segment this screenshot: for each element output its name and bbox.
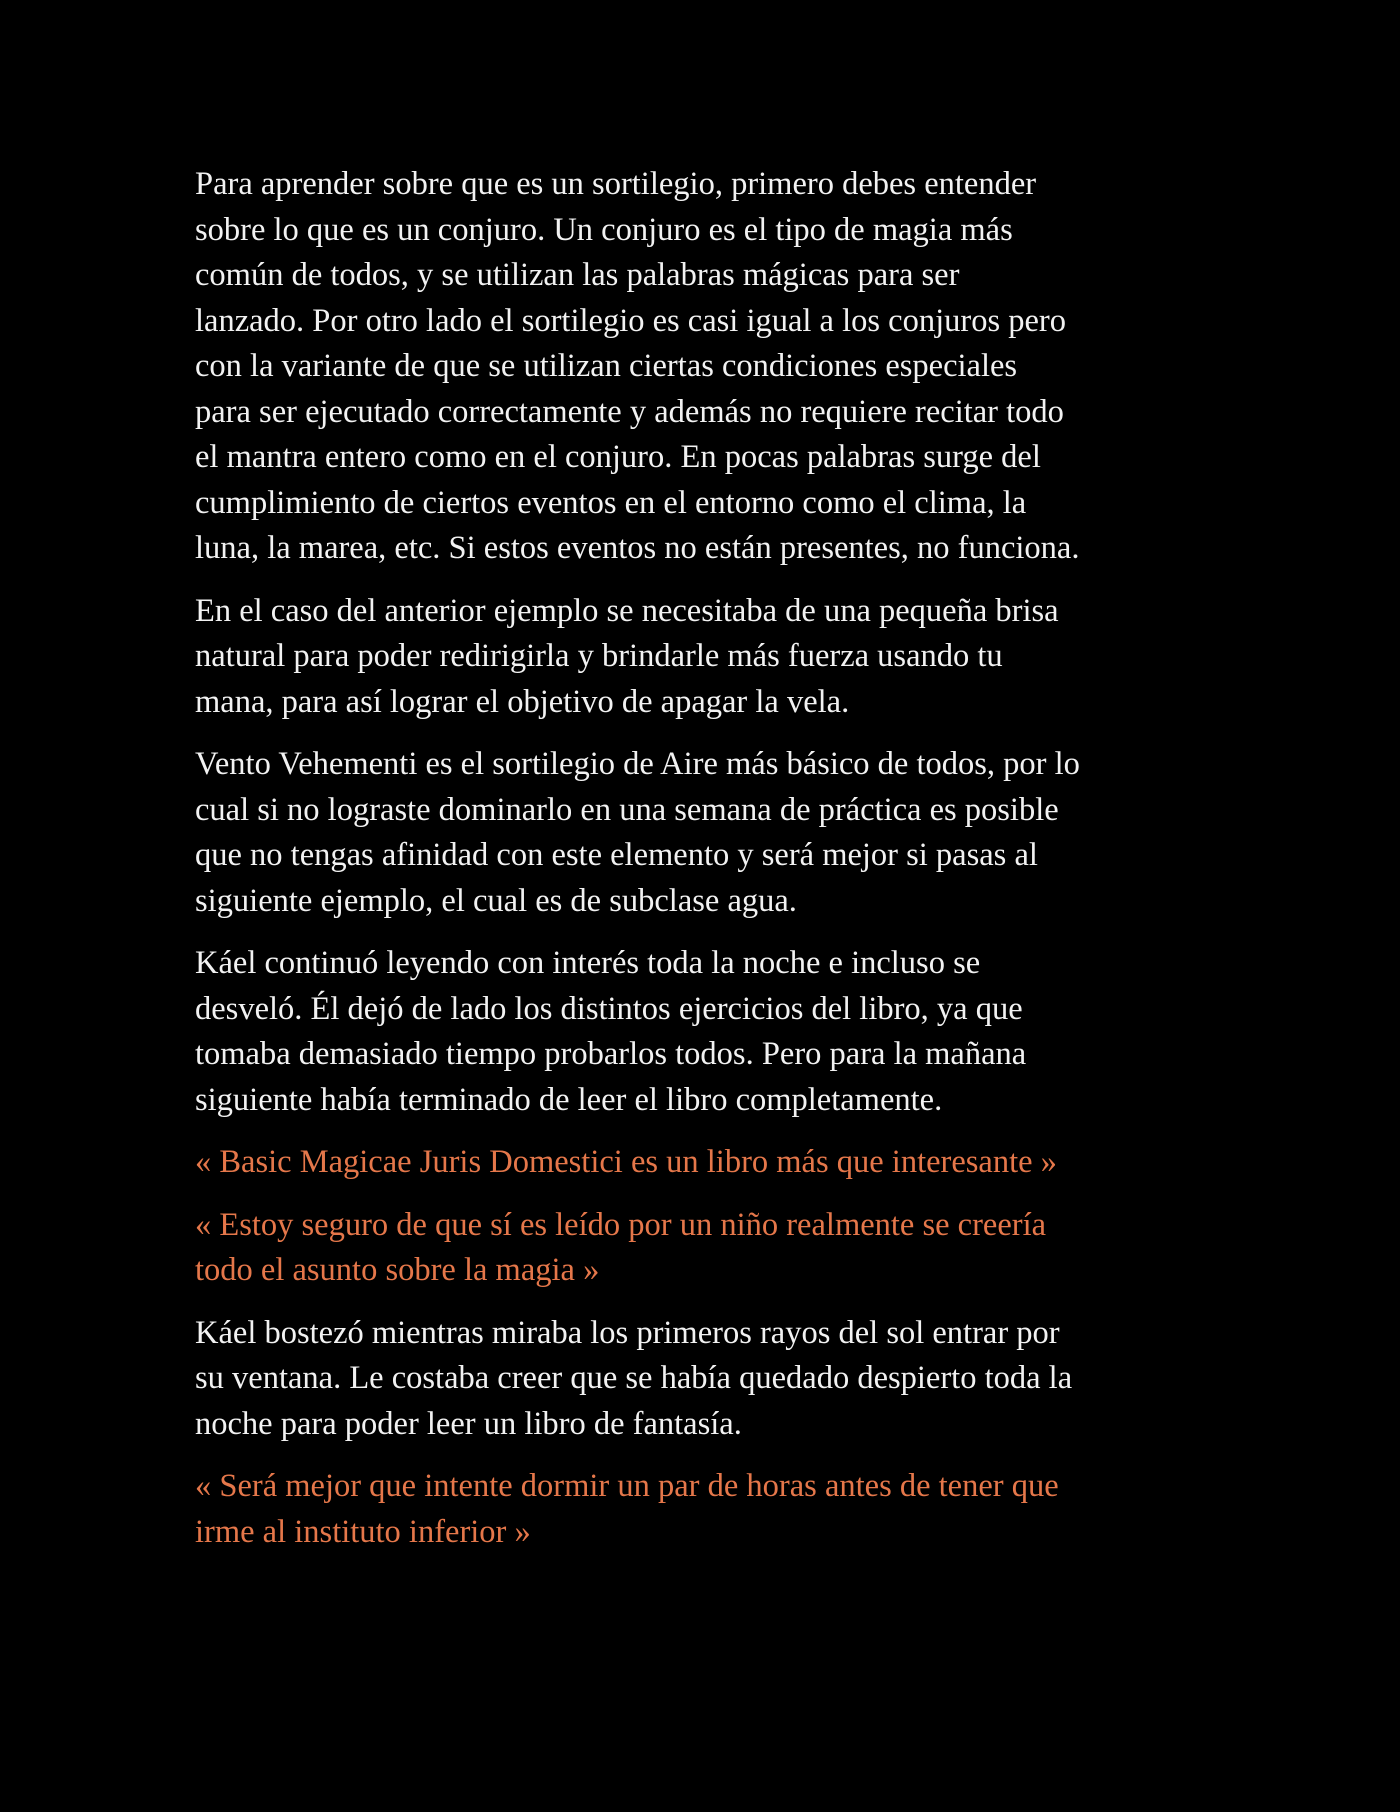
text-line: cumplimiento de ciertos eventos en el entorno como el clima, la (195, 484, 1027, 521)
text-line: tomaba demasiado tiempo probarlos todos. Pero para la mañana (195, 1036, 1027, 1072)
text-line: siguiente ejemplo, el cual es de subclase agua. (195, 882, 797, 919)
thought-quote-child-believe (195, 1203, 1205, 1294)
text-line: todo el asunto sobre la magia » (195, 1252, 600, 1288)
paragraph-sortilegio-definition (195, 162, 1205, 572)
text-line: « Estoy seguro de que sí es leído por un niño realmente se creería (195, 1206, 1047, 1243)
text-line: con la variante de que se utilizan ciertas condiciones especiales (195, 348, 1018, 384)
text-line: el mantra entero como en el conjuro. En pocas palabras surge del (195, 439, 1041, 475)
paragraph-brisa-example (195, 589, 1205, 726)
text-line: noche para poder leer un libro de fantasía. (195, 1405, 742, 1442)
text-line: Para aprender sobre que es un sortilegio, primero debes entender (195, 166, 1037, 202)
text-line: Káel bostezó mientras miraba los primeros rayos del sol entrar por (195, 1314, 1060, 1351)
text-line: irme al instituto inferior » (195, 1513, 531, 1550)
text-line: « Será mejor que intente dormir un par de horas antes de tener que (195, 1468, 1059, 1504)
thought-quote-book-interesting (195, 1140, 1205, 1186)
text-line: que no tengas afinidad con este elemento y será mejor si pasas al (195, 837, 1038, 873)
text-line: mana, para así lograr el objetivo de apagar la vela. (195, 683, 850, 720)
text-line: siguiente había terminado de leer el libro completamente. (195, 1081, 943, 1118)
paragraph-kael-reading (195, 941, 1205, 1123)
text-line: desveló. Él dejó de lado los distintos ejercicios del libro, ya que (195, 990, 1023, 1027)
paragraph-kael-yawn (195, 1311, 1205, 1448)
text-line: sobre lo que es un conjuro. Un conjuro es el tipo de magia más (195, 211, 1013, 248)
text-line: cual si no lograste dominarlo en una semana de práctica es posible (195, 791, 1059, 828)
text-line: « Basic Magicae Juris Domestici es un libro más que interesante » (195, 1144, 1057, 1180)
text-line: lanzado. Por otro lado el sortilegio es casi igual a los conjuros pero (195, 302, 1066, 339)
paragraph-vento-vehementi (195, 742, 1205, 924)
text-line: su ventana. Le costaba creer que se había quedado despierto toda la (195, 1360, 1073, 1396)
text-line: Vento Vehementi es el sortilegio de Aire más básico de todos, por lo (195, 746, 1080, 782)
thought-quote-sleep (195, 1464, 1205, 1555)
text-line: Káel continuó leyendo con interés toda la noche e incluso se (195, 945, 981, 981)
text-line: para ser ejecutado correctamente y además no requiere recitar todo (195, 393, 1064, 430)
text-line: natural para poder redirigirla y brindarle más fuerza usando tu (195, 638, 1003, 674)
document-page (195, 162, 1205, 1572)
text-line: común de todos, y se utilizan las palabras mágicas para ser (195, 257, 960, 293)
text-line: En el caso del anterior ejemplo se necesitaba de una pequeña brisa (195, 592, 1059, 629)
text-line: luna, la marea, etc. Si estos eventos no están presentes, no funciona. (195, 530, 1080, 566)
